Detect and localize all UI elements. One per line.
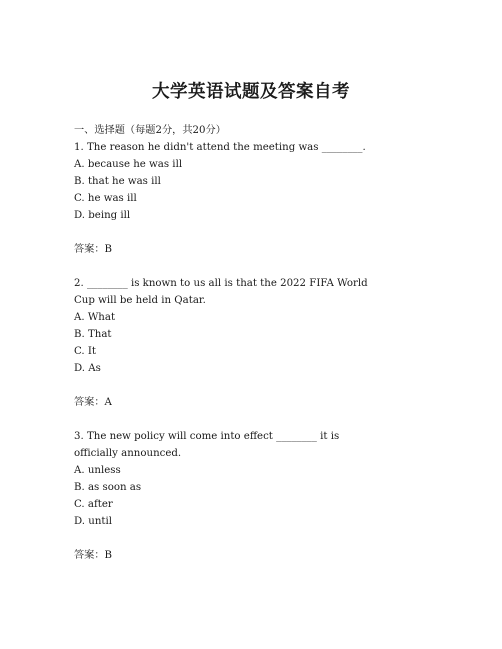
option-a: A. What: [74, 312, 116, 323]
question-1: [74, 139, 424, 258]
document-body: [74, 122, 424, 581]
option-c: C. he was ill: [74, 193, 137, 204]
question-2: [74, 275, 424, 411]
question-stem: 2. ________ is known to us all is that the 2022 FIFA World: [74, 278, 368, 289]
question-3: [74, 428, 424, 564]
option-b: B. that he was ill: [74, 176, 161, 187]
question-stem: 3. The new policy will come into effect ________ it is: [74, 431, 340, 442]
answer: 答案：B: [74, 550, 113, 561]
answer: 答案：A: [74, 397, 112, 408]
question-stem-continued: Cup will be held in Qatar.: [74, 295, 206, 306]
option-c: C. It: [74, 346, 97, 357]
option-d: D. until: [74, 516, 113, 527]
question-stem: 1. The reason he didn't attend the meeting was ________.: [74, 142, 366, 153]
answer: 答案：B: [74, 244, 113, 255]
section-heading: 一、选择题（每题2分，共20分）: [74, 125, 226, 136]
option-a: A. unless: [74, 465, 121, 476]
option-d: D. As: [74, 363, 101, 374]
option-d: D. being ill: [74, 210, 131, 221]
option-b: B. as soon as: [74, 482, 142, 493]
question-stem-continued: officially announced.: [74, 448, 182, 459]
option-c: C. after: [74, 499, 113, 510]
option-a: A. because he was ill: [74, 159, 183, 170]
document-title: 大学英语试题及答案自考: [152, 82, 350, 102]
option-b: B. That: [74, 329, 112, 340]
